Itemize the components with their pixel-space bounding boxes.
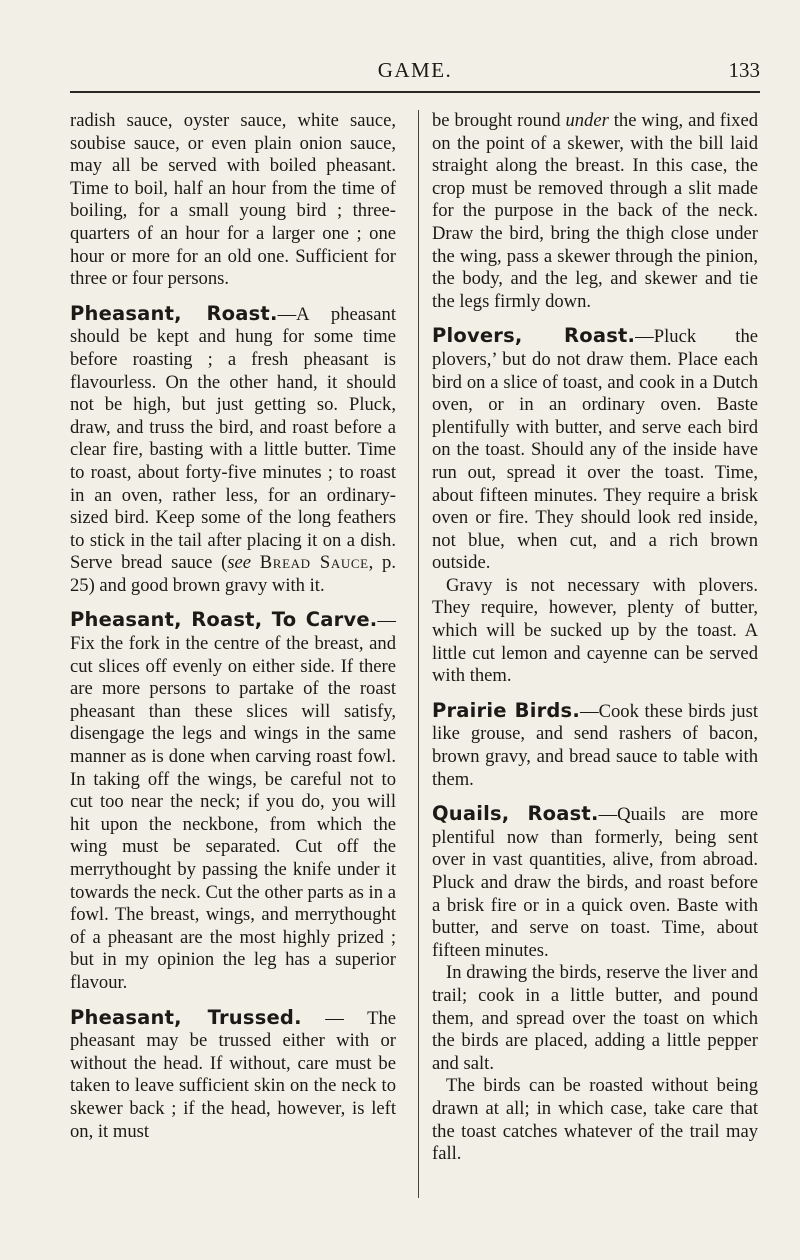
- page-header: [70, 58, 760, 88]
- entry-paragraph: [432, 325, 758, 575]
- entry-heading: Plovers, Roast.: [432, 324, 636, 348]
- entry-paragraph: [70, 609, 396, 994]
- entry-text: —Pluck the plovers,’ but do not draw them. Place each bird on a slice of toast, and cook in a Dutch oven, or in an ordinary oven. Baste plentifully with butter, and serve each bird on the toast. Should any of the inside have run out, spread it over the toast. Time, about fifteen minutes. They require a brisk oven or fire. They should look red inside, not blue, when cut, and a rich brown outside.: [432, 326, 759, 574]
- right-column: [432, 110, 758, 1166]
- cross-reference: Bread Sauce: [259, 552, 369, 574]
- emphasis-under: under: [565, 110, 609, 131]
- continuation-paragraph: [432, 110, 758, 313]
- entry-text: —Cook these birds just like grouse, and send rashers of bacon, brown gravy, and bread sauce to table with them.: [432, 700, 758, 790]
- entry-pheasant-roast: [70, 303, 396, 598]
- entry-text: be brought round: [432, 110, 566, 131]
- entry-paragraph: [70, 1007, 396, 1144]
- entry-paragraph: [432, 700, 758, 791]
- see-reference: see: [227, 552, 252, 574]
- entry-paragraph: The birds can be roasted without being drawn at all; in which case, take care that the toast catches whatever of the trail may fall.: [432, 1075, 758, 1165]
- entry-paragraph: [70, 303, 396, 598]
- entry-paragraph: Gravy is not necessary with plovers. They require, however, plenty of butter, which will be sucked up by the toast. A little cut lemon and cayenne can be served with them.: [432, 574, 758, 687]
- entry-text: —Quails are more plentiful now than formerly, being sent over in vast quantities, alive, from abroad. Pluck and draw the birds, and roast before a brisk fire or in a quick oven. Baste with butter, and serve on toast. Time, about fifteen minutes.: [432, 804, 759, 961]
- entry-text: — The pheasant may be trussed either with or without the head. If without, care must be taken to leave sufficient skin on the neck to skewer back ; if the head, however, is left on, it must: [70, 1007, 396, 1142]
- entry-heading: Pheasant, Roast, To Carve.: [70, 608, 378, 632]
- entry-text: , p. 25) and good brown gravy with it.: [70, 552, 396, 596]
- entry-heading: Pheasant, Trussed.: [70, 1005, 302, 1029]
- running-title: GAME.: [377, 58, 453, 82]
- entry-pheasant-trussed: [70, 1007, 396, 1144]
- header-rule: [70, 91, 760, 93]
- column-divider: [418, 110, 419, 1198]
- entry-heading: Pheasant, Roast.: [70, 301, 278, 325]
- entry-heading: Prairie Birds.: [432, 698, 580, 722]
- entry-text: —Fix the fork in the centre of the breast, and cut slices off evenly on either side. If there are more persons to partake of the roast pheasant than these slices will satisfy, disengage the legs and wings in the same manner as is done when carving roast fowl. In taking off the wings, be careful not to cut too near the neck; if you do, you will hit upon the neckbone, from which the wing must be separated. Cut off the merrythought by passing the knife under it towards the neck. Cut the other parts as in a fowl. The breast, wings, and merrythought of a pheasant are the most highly prized ; but in my opinion the leg has a superior flavour.: [70, 610, 396, 993]
- page-number: 133: [728, 58, 760, 82]
- left-column: [70, 110, 396, 1143]
- entry-plovers-roast: [432, 325, 758, 688]
- continued-entry: [70, 110, 396, 291]
- entry-text: —A pheasant should be kept and hung for some time before roasting ; a fresh pheasant is flavourless. On the other hand, it should not be high, but just getting so. Pluck, draw, and truss the bird, and roast before a clear fire, basting with a little butter. Time to roast, about forty-five minutes ; to roast in an oven, rather less, for an ordinary-sized bird. Keep some of the long feathers to stick in the tail after placing it on a dish. Serve bread sauce (: [70, 303, 396, 574]
- entry-text: the wing, and fixed on the point of a skewer, with the bill laid straight along the breast. In this case, the crop must be removed through a slit made for the purpose in the back of the neck. Draw the bird, bring the thigh close under the wing, pass a skewer through the pinion, the body, and the leg, and skewer and tie the legs firmly down.: [432, 110, 759, 312]
- entry-quails-roast: [432, 803, 758, 1166]
- entry-heading: Quails, Roast.: [432, 802, 599, 826]
- continued-entry: [432, 110, 758, 313]
- entry-prairie-birds: [432, 700, 758, 791]
- continuation-paragraph: radish sauce, oyster sauce, white sauce, soubise sauce, or even plain onion sauce, may all be served with boiled pheasant. Time to boil, half an hour from the time of boiling, for a small young bird ; three-quarters of an hour for a larger one ; one hour or more for an old one. Sufficient for three or four persons.: [70, 110, 396, 290]
- entry-pheasant-carve: [70, 609, 396, 994]
- entry-paragraph: In drawing the birds, reserve the liver and trail; cook in a little butter, and pound them, and spread over the toast on which the birds are placed, adding a little pepper and salt.: [432, 962, 758, 1074]
- entry-paragraph: [432, 803, 758, 962]
